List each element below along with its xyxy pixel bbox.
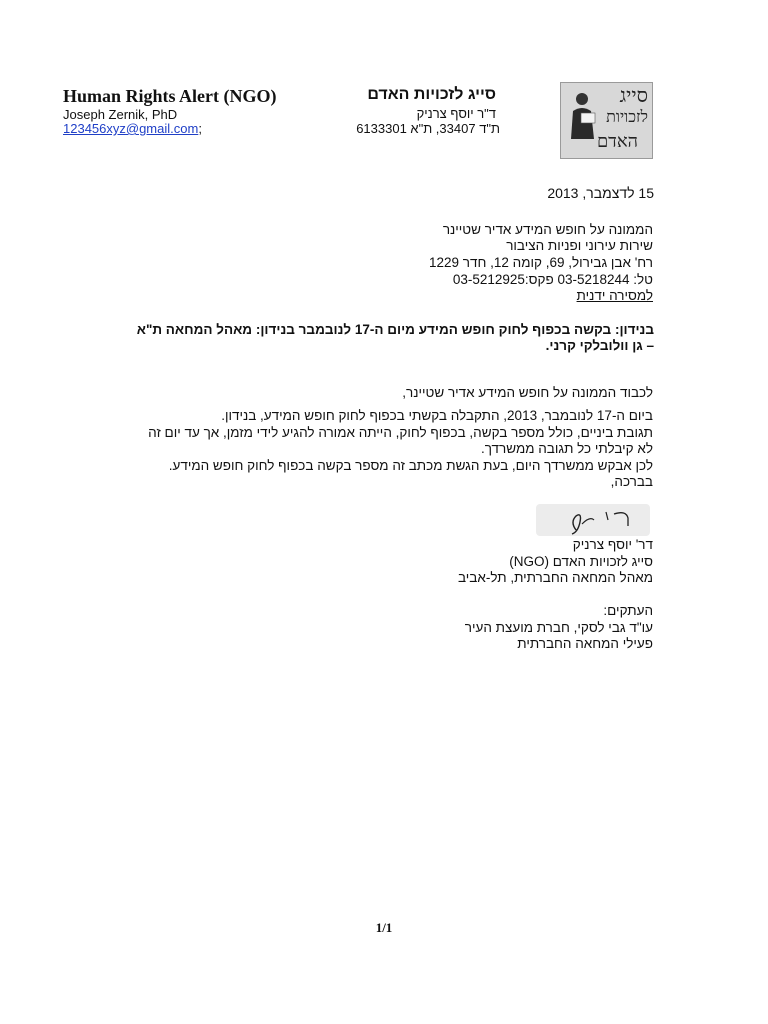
org-name-en: Human Rights Alert (NGO) [63, 86, 277, 106]
signer-location: מאהל המחאה החברתית, תל-אביב [458, 570, 653, 585]
body-line-3: לא קיבלתי כל תגובה ממשרדך. [480, 441, 653, 456]
email-line [63, 121, 202, 136]
email-link[interactable]: 123456xyz@gmail.com [63, 121, 199, 136]
subject-line-1: בנידון: בקשה בכפוף לחוק חופש המידע מיום ה-17 לנובמבר בנידון: מאהל המחאה ת"א [136, 322, 654, 337]
address-he: ת"ד 33407, ת"א 6133301 [356, 121, 500, 136]
signature-image [536, 504, 650, 536]
closing: בברכה, [610, 474, 653, 489]
recipient-line-3: רח' אבן גבירול, 69, קומה 12, חדר 1229 [428, 255, 653, 270]
person-figure-icon [567, 91, 597, 139]
person-name-he: ד"ר יוסף צרניק [416, 106, 496, 121]
body-line-1: ביום ה-17 לנובמבר, 2013, התקבלה בקשתי בכפוף לחוק חופש המידע, בנידון. [221, 408, 653, 423]
greeting: לכבוד הממונה על חופש המידע אדיר שטיינר, [402, 385, 653, 400]
email-suffix: ; [198, 121, 202, 136]
body-line-4: לכן אבקש ממשרדך היום, בעת הגשת מכתב זה מספר בקשה בכפוף לחוק חופש המידע. [168, 458, 653, 473]
signer-name: דר' יוסף צרניק [572, 537, 653, 552]
logo-text-1: סייג [619, 83, 648, 107]
copies-label: העתקים: [603, 603, 653, 618]
recipient-line-2: שירות עירוני ופניות הציבור [506, 238, 653, 253]
person-name-en: Joseph Zernik, PhD [63, 107, 178, 122]
copy-recipient-2: פעילי המחאה החברתית [517, 636, 653, 651]
copy-recipient-1: עו"ד גבי לסקי, חברת מועצת העיר [464, 620, 653, 635]
org-logo [560, 82, 653, 159]
subject-line-2: – גן וולובלקי קרני. [545, 338, 654, 353]
recipient-line-4: טל: 03-5218244 פקס:03-5212925 [452, 272, 653, 287]
logo-text-2: לזכויות [606, 107, 648, 126]
body-line-2: תגובת ביניים, כולל מספר בקשה, בכפוף לחוק, הייתה אמורה להגיע לידי מזמן, אך עד יום זה [148, 425, 653, 440]
recipient-delivery: למסירה ידנית [576, 288, 653, 303]
letter-date: 15 לדצמבר, 2013 [547, 185, 654, 201]
org-name-he: סייג לזכויות האדם [367, 86, 496, 103]
signature-scribble-icon [536, 504, 650, 536]
page-number: 1/1 [375, 920, 393, 935]
signer-org: סייג לזכויות האדם (NGO) [509, 554, 653, 569]
recipient-line-1: הממונה על חופש המידע אדיר שטיינר [442, 222, 653, 237]
logo-text-3: האדם [596, 131, 638, 152]
